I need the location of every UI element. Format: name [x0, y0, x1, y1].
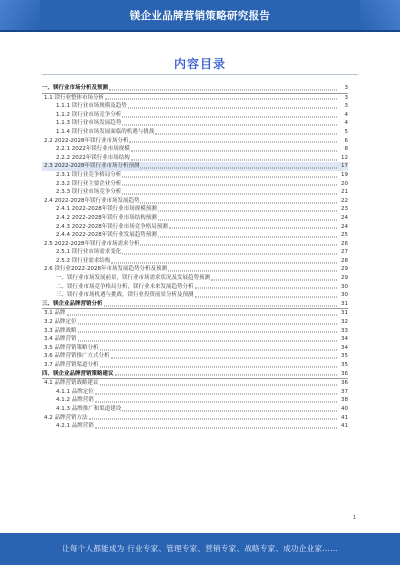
toc-entry-title: 1.1.2 镁行业市场竞争分析 [56, 111, 122, 118]
toc-entry-title: 2.3.1 镁行业竞争格局分析 [56, 171, 122, 178]
toc-entry[interactable] [42, 137, 348, 146]
toc-entry-page: 22 [341, 197, 348, 204]
toc-entry[interactable] [42, 300, 348, 310]
toc-leader-dots [195, 297, 337, 298]
toc-entry[interactable] [42, 145, 348, 154]
toc-leader-dots [104, 305, 337, 306]
toc-entry[interactable] [42, 162, 348, 171]
toc-entry[interactable] [42, 309, 348, 318]
toc-leader-dots [122, 185, 337, 186]
toc-entry-page: 3 [344, 94, 348, 101]
toc-entry-page: 30 [341, 292, 348, 299]
toc-entry[interactable] [42, 335, 348, 344]
toc-entry-page: 6 [344, 137, 348, 144]
toc-entry-title: 4.2 品牌营销方法 [44, 414, 88, 421]
toc-leader-dots [168, 271, 337, 272]
toc-entry[interactable] [42, 405, 348, 414]
toc-leader-dots [155, 133, 337, 134]
toc-entry-page: 12 [341, 154, 348, 161]
toc-entry-page: 27 [341, 249, 348, 256]
toc-entry[interactable] [42, 291, 348, 300]
toc-entry-page: 3 [344, 85, 348, 91]
page-number: 1 [352, 515, 356, 521]
toc-entry[interactable] [42, 240, 348, 249]
toc-leader-dots [78, 332, 338, 333]
toc-leader-dots [140, 168, 337, 169]
toc-leader-dots [122, 125, 337, 126]
toc-leader-dots [100, 384, 338, 385]
toc-entry-page: 23 [341, 206, 348, 213]
toc-leader-dots [105, 99, 337, 100]
toc-leader-dots [111, 262, 337, 263]
toc-entry[interactable] [42, 352, 348, 361]
toc-entry-title: 2.4 2022-2028年镁行业市场发展趋势 [44, 197, 140, 204]
page-footer [0, 533, 400, 565]
toc-entry[interactable] [42, 102, 348, 111]
footer-slogan: 让每个人都能成为 行业专家、管理专家、营销专家、战略专家、成功企业家…… [62, 544, 338, 553]
toc-leader-dots [122, 116, 337, 117]
toc-leader-dots [195, 288, 337, 289]
toc-entry-page: 25 [341, 232, 348, 239]
toc-leader-dots [115, 375, 337, 376]
toc-entry[interactable] [42, 396, 348, 405]
toc-leader-dots [169, 228, 337, 229]
toc-entry-title: 3.1 品牌 [44, 310, 66, 317]
toc-entry[interactable] [42, 223, 348, 232]
toc-entry[interactable] [42, 248, 348, 257]
toc-entry[interactable] [42, 283, 348, 292]
toc-leader-dots [122, 176, 337, 177]
toc-entry-title: 2.3.2 镁行业主要企业分析 [56, 180, 122, 187]
toc-leader-dots [211, 279, 337, 280]
toc-leader-dots [95, 393, 337, 394]
toc-entry[interactable] [42, 154, 348, 163]
toc-entry-title: 2.2.2 2022年镁行业市场结构 [56, 154, 130, 161]
toc-entry-page: 29 [341, 275, 348, 282]
toc-entry-page: 35 [341, 362, 348, 368]
toc-entry-title: 2.6 镁行业2022-2028年市场发展趋势分析及预测 [44, 266, 167, 273]
toc-entry[interactable] [42, 214, 348, 223]
toc-entry-title: 4.1.2 品牌营销 [56, 397, 94, 404]
toc-leader-dots [131, 159, 337, 160]
toc-entry-page: 3 [344, 103, 348, 110]
toc-entry-title: 1.1.4 镁行业市场发展面临的机遇与挑战 [56, 128, 155, 135]
toc-entry[interactable] [42, 414, 348, 423]
toc-leader-dots [122, 410, 337, 411]
toc-entry[interactable] [42, 318, 348, 327]
toc-entry[interactable] [42, 111, 348, 120]
toc-entry-title: 2.3 2022-2028年镁行业市场分析预测 [44, 163, 140, 170]
toc-entry[interactable] [42, 119, 348, 128]
toc-leader-dots [158, 219, 337, 220]
toc-entry[interactable] [42, 344, 348, 353]
toc-leader-dots [109, 89, 337, 90]
toc-leader-dots [140, 245, 337, 246]
toc-entry-page: 36 [341, 380, 348, 387]
toc-entry[interactable] [42, 379, 348, 388]
page-header [0, 0, 400, 32]
toc-entry-title: 2.4.3 2022-2028年镁行业市场竞争格局预测 [56, 223, 168, 230]
toc-entry-title: 一、镁行业市场分析及预测 [42, 85, 109, 91]
toc-entry-page: 24 [341, 214, 348, 221]
toc-entry[interactable] [42, 361, 348, 370]
toc-entry-page: 31 [341, 300, 348, 307]
toc-entry-page: 5 [344, 128, 348, 135]
toc-leader-dots [122, 254, 337, 255]
toc-entry-title: 4.1 品牌营销战略建议 [44, 380, 99, 387]
toc-entry-page: 34 [341, 336, 348, 343]
toc-entry-title: 2.2 2022-2028年镁行业市场分析 [44, 137, 129, 144]
toc-entry-page: 37 [341, 388, 348, 395]
toc-entry[interactable] [42, 231, 348, 240]
toc-leader-dots [67, 315, 338, 316]
toc-entry-title: 4.1.1 品牌定位 [56, 388, 94, 395]
toc-entry-title: 2.4.2 2022-2028年镁行业市场结构预测 [56, 214, 157, 221]
toc-entry[interactable] [42, 171, 348, 180]
toc-leader-dots [122, 193, 337, 194]
toc-entry-title: 2.4.1 2022-2028年镁行业市场规模预测 [56, 206, 157, 213]
toc-entry-page: 17 [341, 163, 348, 170]
toc-entry-page: 4 [344, 111, 348, 118]
toc-entry[interactable] [42, 180, 348, 189]
toc-leader-dots [158, 211, 337, 212]
toc-entry-page: 41 [341, 414, 348, 421]
toc-entry-title: 2.3.3 镁行业市场竞争分析 [56, 189, 122, 196]
toc-entry-title: 四、镁企业品牌营销策略建议 [42, 370, 114, 377]
toc-entry-title: 三、镁企业品牌营销分析 [42, 300, 103, 307]
toc-entry-page: 8 [344, 146, 348, 153]
toc-entry[interactable] [42, 422, 348, 431]
toc-leader-dots [129, 142, 337, 143]
toc-entry-page: 4 [344, 120, 348, 127]
toc-entry-title: 2.2.1 2022年镁行业市场规模 [56, 146, 130, 153]
toc-entry-page: 38 [341, 397, 348, 404]
toc-entry[interactable] [42, 327, 348, 336]
toc-divider [42, 74, 358, 75]
toc-entry-title: 3.4 品牌营销 [44, 336, 77, 343]
toc-entry-page: 41 [341, 423, 348, 430]
toc-entry-title: 3.3 品牌战略 [44, 327, 77, 334]
toc-entry-title: 一、镁行业市场发展前景，镁行业市场需求状况及发展趋势预测 [56, 275, 211, 282]
toc-leader-dots [95, 427, 337, 428]
toc-leader-dots [78, 341, 338, 342]
toc-entry-title: 3.7 品牌营销渠道分析 [44, 362, 99, 368]
toc-entry-title: 1.1 镁行业整体市场分析 [44, 94, 104, 101]
toc-entry-title: 二、镁行业市场竞争格局分析，镁行业未来发展趋势分析 [56, 283, 194, 290]
toc-entry-page: 24 [341, 223, 348, 230]
toc-entry[interactable] [42, 205, 348, 214]
table-of-contents [42, 84, 348, 431]
toc-entry-page: 26 [341, 240, 348, 247]
toc-entry-page: 30 [341, 283, 348, 290]
toc-entry-title: 2.5 2022-2028年镁行业市场需求分析 [44, 240, 140, 247]
toc-entry-title: 1.1.3 镁行业市场发展趋势 [56, 120, 122, 127]
toc-entry-page: 40 [341, 405, 348, 412]
toc-entry[interactable] [42, 197, 348, 206]
toc-entry-title: 1.1.1 镁行业市场规模及趋势 [56, 103, 127, 110]
toc-entry[interactable] [42, 265, 348, 274]
toc-leader-dots [131, 150, 337, 151]
toc-entry-title: 4.1.3 品牌推广和渠道建设 [56, 405, 122, 412]
toc-leader-dots [100, 349, 338, 350]
toc-entry-page: 34 [341, 344, 348, 351]
toc-entry-title: 2.5.2 镁行业需求结构 [56, 257, 111, 264]
toc-leader-dots [78, 323, 338, 324]
toc-entry-title: 三、镁行业市场机遇与挑战，镁行业投资前景分析及预测 [56, 292, 194, 299]
toc-entry-title: 3.5 品牌营销策略分析 [44, 344, 99, 351]
toc-entry[interactable] [42, 274, 348, 283]
toc-entry-page: 28 [341, 257, 348, 264]
toc-entry-page: 33 [341, 327, 348, 334]
toc-entry-page: 29 [341, 266, 348, 273]
toc-leader-dots [95, 402, 337, 403]
toc-leader-dots [111, 358, 338, 359]
toc-heading: 内容目录 [173, 57, 226, 71]
document-title: 镁企业品牌营销策略研究报告 [129, 10, 271, 22]
toc-entry-page: 21 [341, 189, 348, 196]
toc-leader-dots [100, 366, 338, 367]
toc-entry[interactable] [42, 128, 348, 137]
toc-leader-dots [89, 419, 338, 420]
toc-entry[interactable] [42, 94, 348, 103]
toc-entry[interactable] [42, 84, 348, 94]
toc-entry[interactable] [42, 370, 348, 380]
toc-entry[interactable] [42, 257, 348, 266]
toc-entry[interactable] [42, 188, 348, 197]
toc-entry-page: 19 [341, 171, 348, 178]
toc-entry[interactable] [42, 388, 348, 397]
toc-leader-dots [140, 202, 337, 203]
toc-entry-page: 31 [341, 310, 348, 317]
toc-entry-title: 2.5.1 镁行业市场需求变化 [56, 249, 122, 256]
toc-entry-page: 36 [341, 370, 348, 377]
toc-entry-title: 3.2 品牌定位 [44, 319, 77, 326]
toc-entry-title: 3.6 品牌营销推广方式分析 [44, 353, 110, 360]
toc-entry-title: 4.2.1 品牌营销 [56, 423, 94, 430]
toc-leader-dots [128, 107, 337, 108]
toc-entry-page: 32 [341, 319, 348, 326]
toc-entry-page: 20 [341, 180, 348, 187]
toc-entry-title: 2.4.4 2022-2028年镁行业发展趋势预测 [56, 232, 157, 239]
toc-entry-page: 35 [341, 353, 348, 360]
toc-leader-dots [158, 236, 337, 237]
